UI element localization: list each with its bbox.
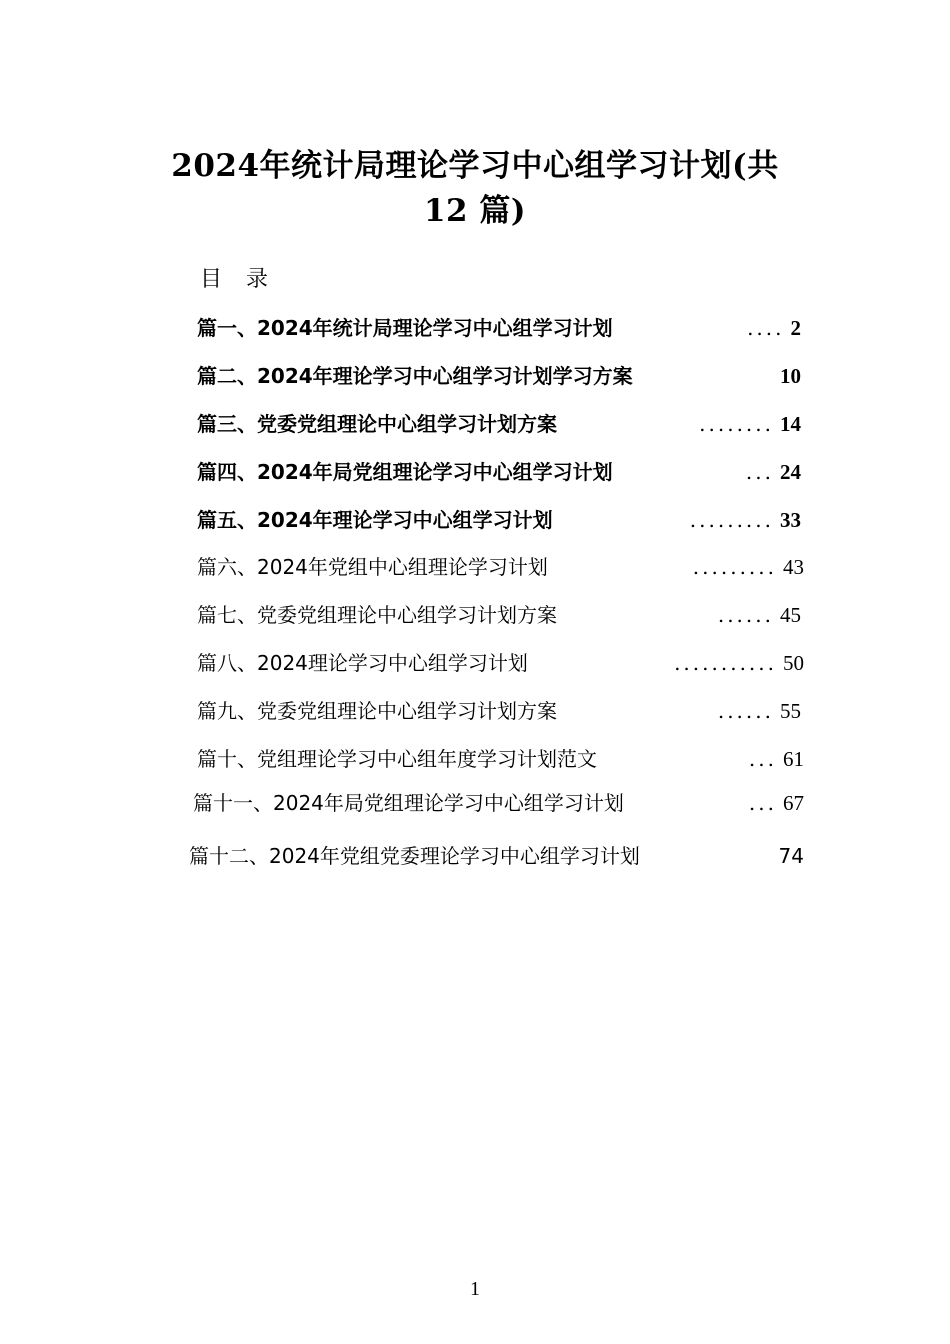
toc-entry[interactable] — [197, 361, 801, 391]
toc-entry[interactable] — [197, 409, 801, 439]
toc-entry-label: 篇三、党委党组理论中心组学习计划方案 — [197, 412, 557, 436]
toc-leader-dots: ........ — [699, 412, 774, 436]
toc-page-number: 67 — [783, 791, 804, 815]
toc-page-number: 14 — [780, 412, 801, 436]
toc-entry[interactable] — [197, 648, 804, 678]
toc-entry-label: 篇八、2024理论学习中心组学习计划 — [197, 651, 528, 675]
toc-entry-label: 篇四、2024年局党组理论学习中心组学习计划 — [197, 460, 613, 484]
toc-leader-dots: ... — [745, 460, 774, 484]
toc-entry[interactable] — [197, 744, 804, 774]
toc-page-number: 43 — [783, 555, 804, 579]
toc-entry[interactable] — [197, 552, 804, 582]
toc-entry-label: 篇九、党委党组理论中心组学习计划方案 — [197, 699, 557, 723]
toc-entry[interactable] — [197, 313, 801, 343]
toc-page-number: 50 — [783, 651, 804, 675]
toc-leader-dots: ........... — [674, 651, 777, 675]
toc-leader-dots: ... — [748, 747, 777, 771]
document-title-line-1: 2024年统计局理论学习中心组学习计划(共 — [171, 148, 779, 184]
toc-entry[interactable] — [197, 696, 801, 726]
toc-leader-dots: ......... — [689, 508, 774, 532]
toc-entry[interactable] — [197, 505, 801, 535]
toc-page-number: 33 — [780, 508, 801, 532]
toc-page-number: 10 — [780, 364, 801, 388]
toc-entry-label: 篇五、2024年理论学习中心组学习计划 — [197, 508, 553, 532]
toc-entry-label: 篇十一、2024年局党组理论学习中心组学习计划 — [193, 791, 624, 815]
toc-leader-dots: ......... — [692, 555, 777, 579]
toc-leader-dots: ...... — [717, 603, 774, 627]
toc-entry[interactable] — [197, 457, 801, 487]
toc-page-number: 74 — [778, 844, 804, 868]
toc-page-number: 24 — [780, 460, 801, 484]
toc-entry-label: 篇二、2024年理论学习中心组学习计划学习方案 — [197, 364, 633, 388]
page-number: 1 — [470, 1278, 480, 1300]
toc-entry[interactable] — [197, 600, 801, 630]
toc-page-number: 2 — [790, 316, 801, 340]
toc-leader-dots: ... — [748, 791, 777, 815]
toc-leader-dots: ...... — [717, 699, 774, 723]
toc-entry[interactable] — [189, 841, 804, 871]
toc-page-number: 61 — [783, 747, 804, 771]
toc-entry-label: 篇十二、2024年党组党委理论学习中心组学习计划 — [189, 844, 640, 868]
toc-entry-label: 篇七、党委党组理论中心组学习计划方案 — [197, 603, 557, 627]
toc-entry-label: 篇一、2024年统计局理论学习中心组学习计划 — [197, 316, 613, 340]
toc-entry-label: 篇十、党组理论学习中心组年度学习计划范文 — [197, 747, 597, 771]
document-title-line-2: 12 篇) — [423, 193, 527, 229]
toc-page-number: 45 — [780, 603, 801, 627]
toc-page-number: 55 — [780, 699, 801, 723]
toc-entry[interactable] — [193, 788, 804, 818]
toc-leader-dots: .... — [747, 316, 785, 340]
toc-entry-label: 篇六、2024年党组中心组理论学习计划 — [197, 555, 548, 579]
toc-heading: 目录 — [200, 267, 293, 292]
